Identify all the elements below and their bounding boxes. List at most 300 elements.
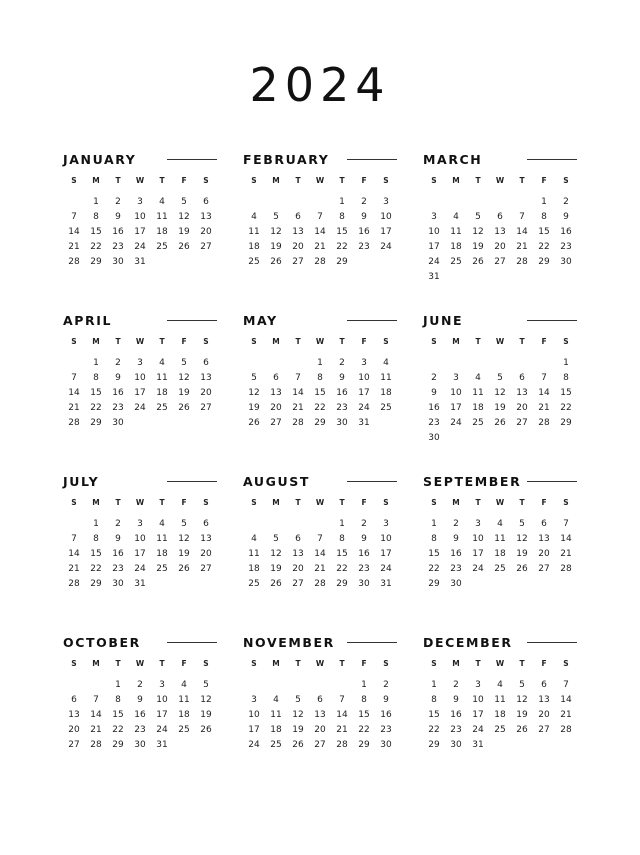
day-cell: 6 [295, 534, 301, 544]
weekday-label: T [115, 337, 121, 346]
day-cell: 30 [560, 257, 572, 267]
month-july [63, 472, 217, 633]
day-cell: 1 [431, 680, 437, 690]
day-cell: 28 [538, 418, 550, 428]
day-cell: 1 [563, 358, 569, 368]
empty-day-cell [265, 678, 287, 693]
weekday-label: M [272, 176, 280, 185]
day-cell: 13 [292, 227, 304, 237]
day-cell: 3 [475, 519, 481, 529]
day-cell: 13 [292, 549, 304, 559]
day-cell: 28 [68, 418, 80, 428]
day-cell: 4 [497, 519, 503, 529]
weekday-label: F [541, 498, 547, 507]
day-cell: 16 [112, 388, 124, 398]
day-cell: 18 [494, 549, 506, 559]
day-cell: 14 [336, 710, 348, 720]
weekday-label: S [203, 659, 209, 668]
day-cell: 26 [178, 242, 190, 252]
day-cell: 6 [203, 358, 209, 368]
day-cell: 29 [90, 418, 102, 428]
day-cell: 30 [450, 740, 462, 750]
day-cell: 10 [472, 534, 484, 544]
empty-day-cell [287, 678, 309, 693]
month-name: MARCH [423, 152, 483, 167]
day-cell: 25 [494, 564, 506, 574]
day-cell: 11 [156, 534, 168, 544]
day-cell: 25 [472, 418, 484, 428]
day-cell: 1 [93, 197, 99, 207]
weekday-header-row [243, 659, 397, 671]
day-cell: 28 [292, 418, 304, 428]
day-cell: 12 [292, 710, 304, 720]
day-cell: 6 [203, 197, 209, 207]
day-cell: 27 [270, 418, 282, 428]
months-grid [63, 150, 583, 794]
day-cell: 6 [295, 212, 301, 222]
day-cell: 10 [248, 710, 260, 720]
day-cell: 29 [336, 257, 348, 267]
day-cell: 7 [317, 534, 323, 544]
day-cell: 20 [200, 388, 212, 398]
day-cell: 10 [358, 373, 370, 383]
weekday-label: T [115, 659, 121, 668]
day-cell: 15 [336, 227, 348, 237]
month-header [63, 150, 217, 170]
weekday-label: W [495, 337, 505, 346]
weekday-label: T [475, 176, 481, 185]
day-cell: 3 [383, 519, 389, 529]
day-cell: 3 [251, 695, 257, 705]
day-cell: 28 [90, 740, 102, 750]
month-name: JANUARY [63, 152, 137, 167]
month-header [243, 150, 397, 170]
day-cell: 23 [380, 725, 392, 735]
day-cell: 28 [68, 257, 80, 267]
day-cell: 14 [68, 549, 80, 559]
day-cell: 10 [428, 227, 440, 237]
day-cell: 5 [475, 212, 481, 222]
day-cell: 24 [358, 403, 370, 413]
empty-day-cell [265, 517, 287, 532]
day-cell: 2 [563, 197, 569, 207]
empty-day-cell [63, 678, 85, 693]
weekday-label: W [315, 659, 325, 668]
day-cell: 27 [516, 418, 528, 428]
day-cell: 5 [203, 680, 209, 690]
day-cell: 10 [134, 534, 146, 544]
day-cell: 13 [538, 534, 550, 544]
day-cell: 5 [497, 373, 503, 383]
month-header [423, 633, 577, 653]
empty-day-cell [511, 356, 533, 371]
day-cell: 14 [292, 388, 304, 398]
day-cell: 27 [292, 579, 304, 589]
weekday-label: S [203, 176, 209, 185]
day-cell: 23 [450, 725, 462, 735]
day-cell: 17 [380, 549, 392, 559]
day-cell: 2 [339, 358, 345, 368]
weekday-label: F [181, 659, 187, 668]
weekday-header-row [423, 498, 577, 510]
day-cell: 22 [428, 564, 440, 574]
empty-day-cell [63, 195, 85, 210]
day-cell: 9 [115, 212, 121, 222]
day-cell: 19 [516, 549, 528, 559]
day-cell: 7 [519, 212, 525, 222]
day-cell: 9 [339, 373, 345, 383]
day-cell: 5 [181, 519, 187, 529]
day-cell: 12 [516, 695, 528, 705]
month-name: APRIL [63, 313, 113, 328]
day-cell: 5 [273, 534, 279, 544]
day-cell: 2 [453, 680, 459, 690]
day-cell: 30 [112, 579, 124, 589]
day-cell: 31 [428, 272, 440, 282]
day-cell: 31 [472, 740, 484, 750]
day-cell: 26 [270, 579, 282, 589]
day-cell: 22 [112, 725, 124, 735]
empty-day-cell [287, 356, 309, 371]
empty-day-cell [423, 356, 445, 371]
day-cell: 25 [156, 242, 168, 252]
day-cell: 19 [472, 242, 484, 252]
day-cell: 21 [560, 710, 572, 720]
day-grid [63, 678, 217, 753]
day-cell: 25 [156, 564, 168, 574]
day-cell: 29 [560, 418, 572, 428]
weekday-label: W [135, 498, 145, 507]
day-cell: 7 [317, 212, 323, 222]
weekday-label: M [92, 498, 100, 507]
day-cell: 31 [358, 418, 370, 428]
day-cell: 3 [431, 212, 437, 222]
empty-day-cell [265, 356, 287, 371]
day-cell: 5 [251, 373, 257, 383]
day-cell: 29 [314, 418, 326, 428]
month-name: AUGUST [243, 474, 310, 489]
day-cell: 15 [336, 549, 348, 559]
day-cell: 3 [159, 680, 165, 690]
day-cell: 30 [380, 740, 392, 750]
weekday-label: M [272, 337, 280, 346]
day-cell: 24 [428, 257, 440, 267]
weekday-label: S [71, 176, 77, 185]
weekday-label: M [272, 498, 280, 507]
day-cell: 25 [270, 740, 282, 750]
month-june [423, 311, 577, 472]
day-cell: 20 [538, 710, 550, 720]
month-divider-line [167, 642, 217, 643]
month-divider-line [347, 642, 397, 643]
day-cell: 1 [115, 680, 121, 690]
weekday-label: T [475, 498, 481, 507]
month-august [243, 472, 397, 633]
day-cell: 28 [560, 725, 572, 735]
empty-day-cell [511, 195, 533, 210]
day-cell: 3 [453, 373, 459, 383]
day-cell: 19 [178, 388, 190, 398]
day-cell: 6 [541, 680, 547, 690]
day-cell: 13 [200, 534, 212, 544]
day-cell: 18 [156, 388, 168, 398]
day-cell: 13 [516, 388, 528, 398]
day-grid [243, 195, 397, 270]
weekday-label: T [159, 337, 165, 346]
day-cell: 17 [450, 403, 462, 413]
day-cell: 21 [292, 403, 304, 413]
day-cell: 29 [90, 579, 102, 589]
day-cell: 4 [453, 212, 459, 222]
day-cell: 12 [178, 534, 190, 544]
day-cell: 8 [93, 534, 99, 544]
day-cell: 25 [450, 257, 462, 267]
day-cell: 26 [472, 257, 484, 267]
day-cell: 18 [156, 549, 168, 559]
month-divider-line [167, 320, 217, 321]
day-cell: 11 [178, 695, 190, 705]
month-header [423, 311, 577, 331]
day-cell: 18 [156, 227, 168, 237]
weekday-header-row [423, 337, 577, 349]
empty-day-cell [489, 356, 511, 371]
day-cell: 16 [336, 388, 348, 398]
day-grid [243, 356, 397, 431]
day-cell: 12 [472, 227, 484, 237]
empty-day-cell [309, 678, 331, 693]
day-cell: 18 [380, 388, 392, 398]
weekday-label: M [452, 337, 460, 346]
day-cell: 1 [339, 197, 345, 207]
day-cell: 20 [494, 242, 506, 252]
day-cell: 6 [71, 695, 77, 705]
day-cell: 6 [203, 519, 209, 529]
day-cell: 27 [200, 242, 212, 252]
day-cell: 20 [538, 549, 550, 559]
day-cell: 17 [248, 725, 260, 735]
weekday-label: S [431, 337, 437, 346]
day-cell: 23 [358, 242, 370, 252]
weekday-label: M [92, 659, 100, 668]
day-cell: 11 [248, 549, 260, 559]
day-cell: 27 [200, 564, 212, 574]
day-cell: 4 [181, 680, 187, 690]
weekday-header-row [63, 337, 217, 349]
day-cell: 16 [560, 227, 572, 237]
weekday-label: W [315, 498, 325, 507]
day-grid [63, 356, 217, 431]
month-name: DECEMBER [423, 635, 513, 650]
day-cell: 27 [314, 740, 326, 750]
weekday-label: T [115, 498, 121, 507]
day-cell: 29 [428, 579, 440, 589]
day-cell: 12 [270, 549, 282, 559]
day-cell: 15 [358, 710, 370, 720]
weekday-header-row [243, 176, 397, 188]
weekday-header-row [243, 337, 397, 349]
month-header [243, 311, 397, 331]
day-cell: 14 [314, 227, 326, 237]
weekday-label: F [181, 176, 187, 185]
day-cell: 21 [314, 564, 326, 574]
day-cell: 15 [112, 710, 124, 720]
empty-day-cell [243, 195, 265, 210]
month-april [63, 311, 217, 472]
day-cell: 12 [200, 695, 212, 705]
day-cell: 21 [68, 564, 80, 574]
day-cell: 21 [314, 242, 326, 252]
month-march [423, 150, 577, 311]
weekday-label: W [135, 659, 145, 668]
day-cell: 28 [314, 579, 326, 589]
day-cell: 9 [431, 388, 437, 398]
day-cell: 1 [93, 358, 99, 368]
day-cell: 2 [115, 197, 121, 207]
day-cell: 10 [380, 212, 392, 222]
day-cell: 17 [472, 549, 484, 559]
day-cell: 31 [156, 740, 168, 750]
day-cell: 28 [68, 579, 80, 589]
day-cell: 23 [112, 564, 124, 574]
day-cell: 18 [248, 564, 260, 574]
weekday-label: S [251, 176, 257, 185]
day-cell: 4 [273, 695, 279, 705]
day-cell: 8 [541, 212, 547, 222]
day-cell: 31 [380, 579, 392, 589]
day-cell: 11 [270, 710, 282, 720]
day-cell: 16 [380, 710, 392, 720]
day-cell: 7 [339, 695, 345, 705]
month-name: OCTOBER [63, 635, 141, 650]
day-cell: 13 [200, 373, 212, 383]
day-cell: 22 [90, 242, 102, 252]
day-cell: 8 [93, 373, 99, 383]
day-cell: 11 [156, 373, 168, 383]
day-cell: 16 [358, 549, 370, 559]
day-cell: 3 [137, 358, 143, 368]
day-cell: 29 [358, 740, 370, 750]
day-cell: 17 [358, 388, 370, 398]
day-cell: 21 [68, 403, 80, 413]
empty-day-cell [243, 517, 265, 532]
day-cell: 10 [156, 695, 168, 705]
day-cell: 4 [383, 358, 389, 368]
empty-day-cell [309, 517, 331, 532]
day-cell: 19 [248, 403, 260, 413]
day-cell: 20 [200, 549, 212, 559]
weekday-label: F [361, 176, 367, 185]
day-grid [423, 356, 577, 446]
day-cell: 24 [472, 564, 484, 574]
day-cell: 24 [450, 418, 462, 428]
month-november [243, 633, 397, 794]
day-cell: 31 [134, 579, 146, 589]
day-cell: 11 [248, 227, 260, 237]
day-cell: 14 [538, 388, 550, 398]
weekday-label: T [295, 176, 301, 185]
weekday-label: S [71, 659, 77, 668]
day-cell: 8 [115, 695, 121, 705]
day-cell: 2 [115, 519, 121, 529]
day-cell: 28 [560, 564, 572, 574]
month-name: JUNE [423, 313, 464, 328]
empty-day-cell [331, 678, 353, 693]
day-cell: 14 [68, 227, 80, 237]
day-cell: 23 [112, 242, 124, 252]
weekday-label: M [92, 337, 100, 346]
weekday-label: S [71, 498, 77, 507]
day-cell: 26 [270, 257, 282, 267]
day-cell: 12 [494, 388, 506, 398]
weekday-label: F [361, 659, 367, 668]
day-cell: 25 [178, 725, 190, 735]
day-cell: 24 [472, 725, 484, 735]
day-cell: 18 [450, 242, 462, 252]
weekday-label: S [563, 659, 569, 668]
day-cell: 23 [428, 418, 440, 428]
day-cell: 12 [516, 534, 528, 544]
day-cell: 1 [431, 519, 437, 529]
day-cell: 4 [475, 373, 481, 383]
day-cell: 20 [270, 403, 282, 413]
day-cell: 16 [112, 227, 124, 237]
weekday-label: S [563, 176, 569, 185]
day-cell: 29 [90, 257, 102, 267]
weekday-label: F [181, 498, 187, 507]
day-cell: 1 [541, 197, 547, 207]
weekday-header-row [63, 176, 217, 188]
month-name: JULY [63, 474, 100, 489]
month-header [63, 311, 217, 331]
weekday-label: T [295, 498, 301, 507]
weekday-label: S [383, 176, 389, 185]
day-cell: 5 [181, 358, 187, 368]
day-cell: 24 [134, 403, 146, 413]
empty-day-cell [243, 356, 265, 371]
day-cell: 6 [497, 212, 503, 222]
weekday-header-row [423, 659, 577, 671]
day-grid [423, 678, 577, 753]
day-cell: 22 [90, 403, 102, 413]
day-cell: 8 [431, 534, 437, 544]
day-cell: 4 [159, 197, 165, 207]
day-cell: 24 [134, 242, 146, 252]
weekday-label: S [203, 498, 209, 507]
day-cell: 7 [563, 519, 569, 529]
day-cell: 27 [538, 564, 550, 574]
day-cell: 19 [200, 710, 212, 720]
day-cell: 20 [314, 725, 326, 735]
day-cell: 11 [450, 227, 462, 237]
month-december [423, 633, 577, 794]
weekday-label: W [315, 337, 325, 346]
empty-day-cell [467, 356, 489, 371]
empty-day-cell [85, 678, 107, 693]
weekday-label: T [519, 176, 525, 185]
day-cell: 16 [428, 403, 440, 413]
month-header [423, 150, 577, 170]
day-cell: 26 [292, 740, 304, 750]
weekday-label: F [181, 337, 187, 346]
day-cell: 3 [137, 197, 143, 207]
day-cell: 14 [90, 710, 102, 720]
day-cell: 2 [361, 197, 367, 207]
day-cell: 2 [361, 519, 367, 529]
day-cell: 31 [134, 257, 146, 267]
month-name: FEBRUARY [243, 152, 330, 167]
day-cell: 16 [450, 710, 462, 720]
day-cell: 9 [453, 534, 459, 544]
